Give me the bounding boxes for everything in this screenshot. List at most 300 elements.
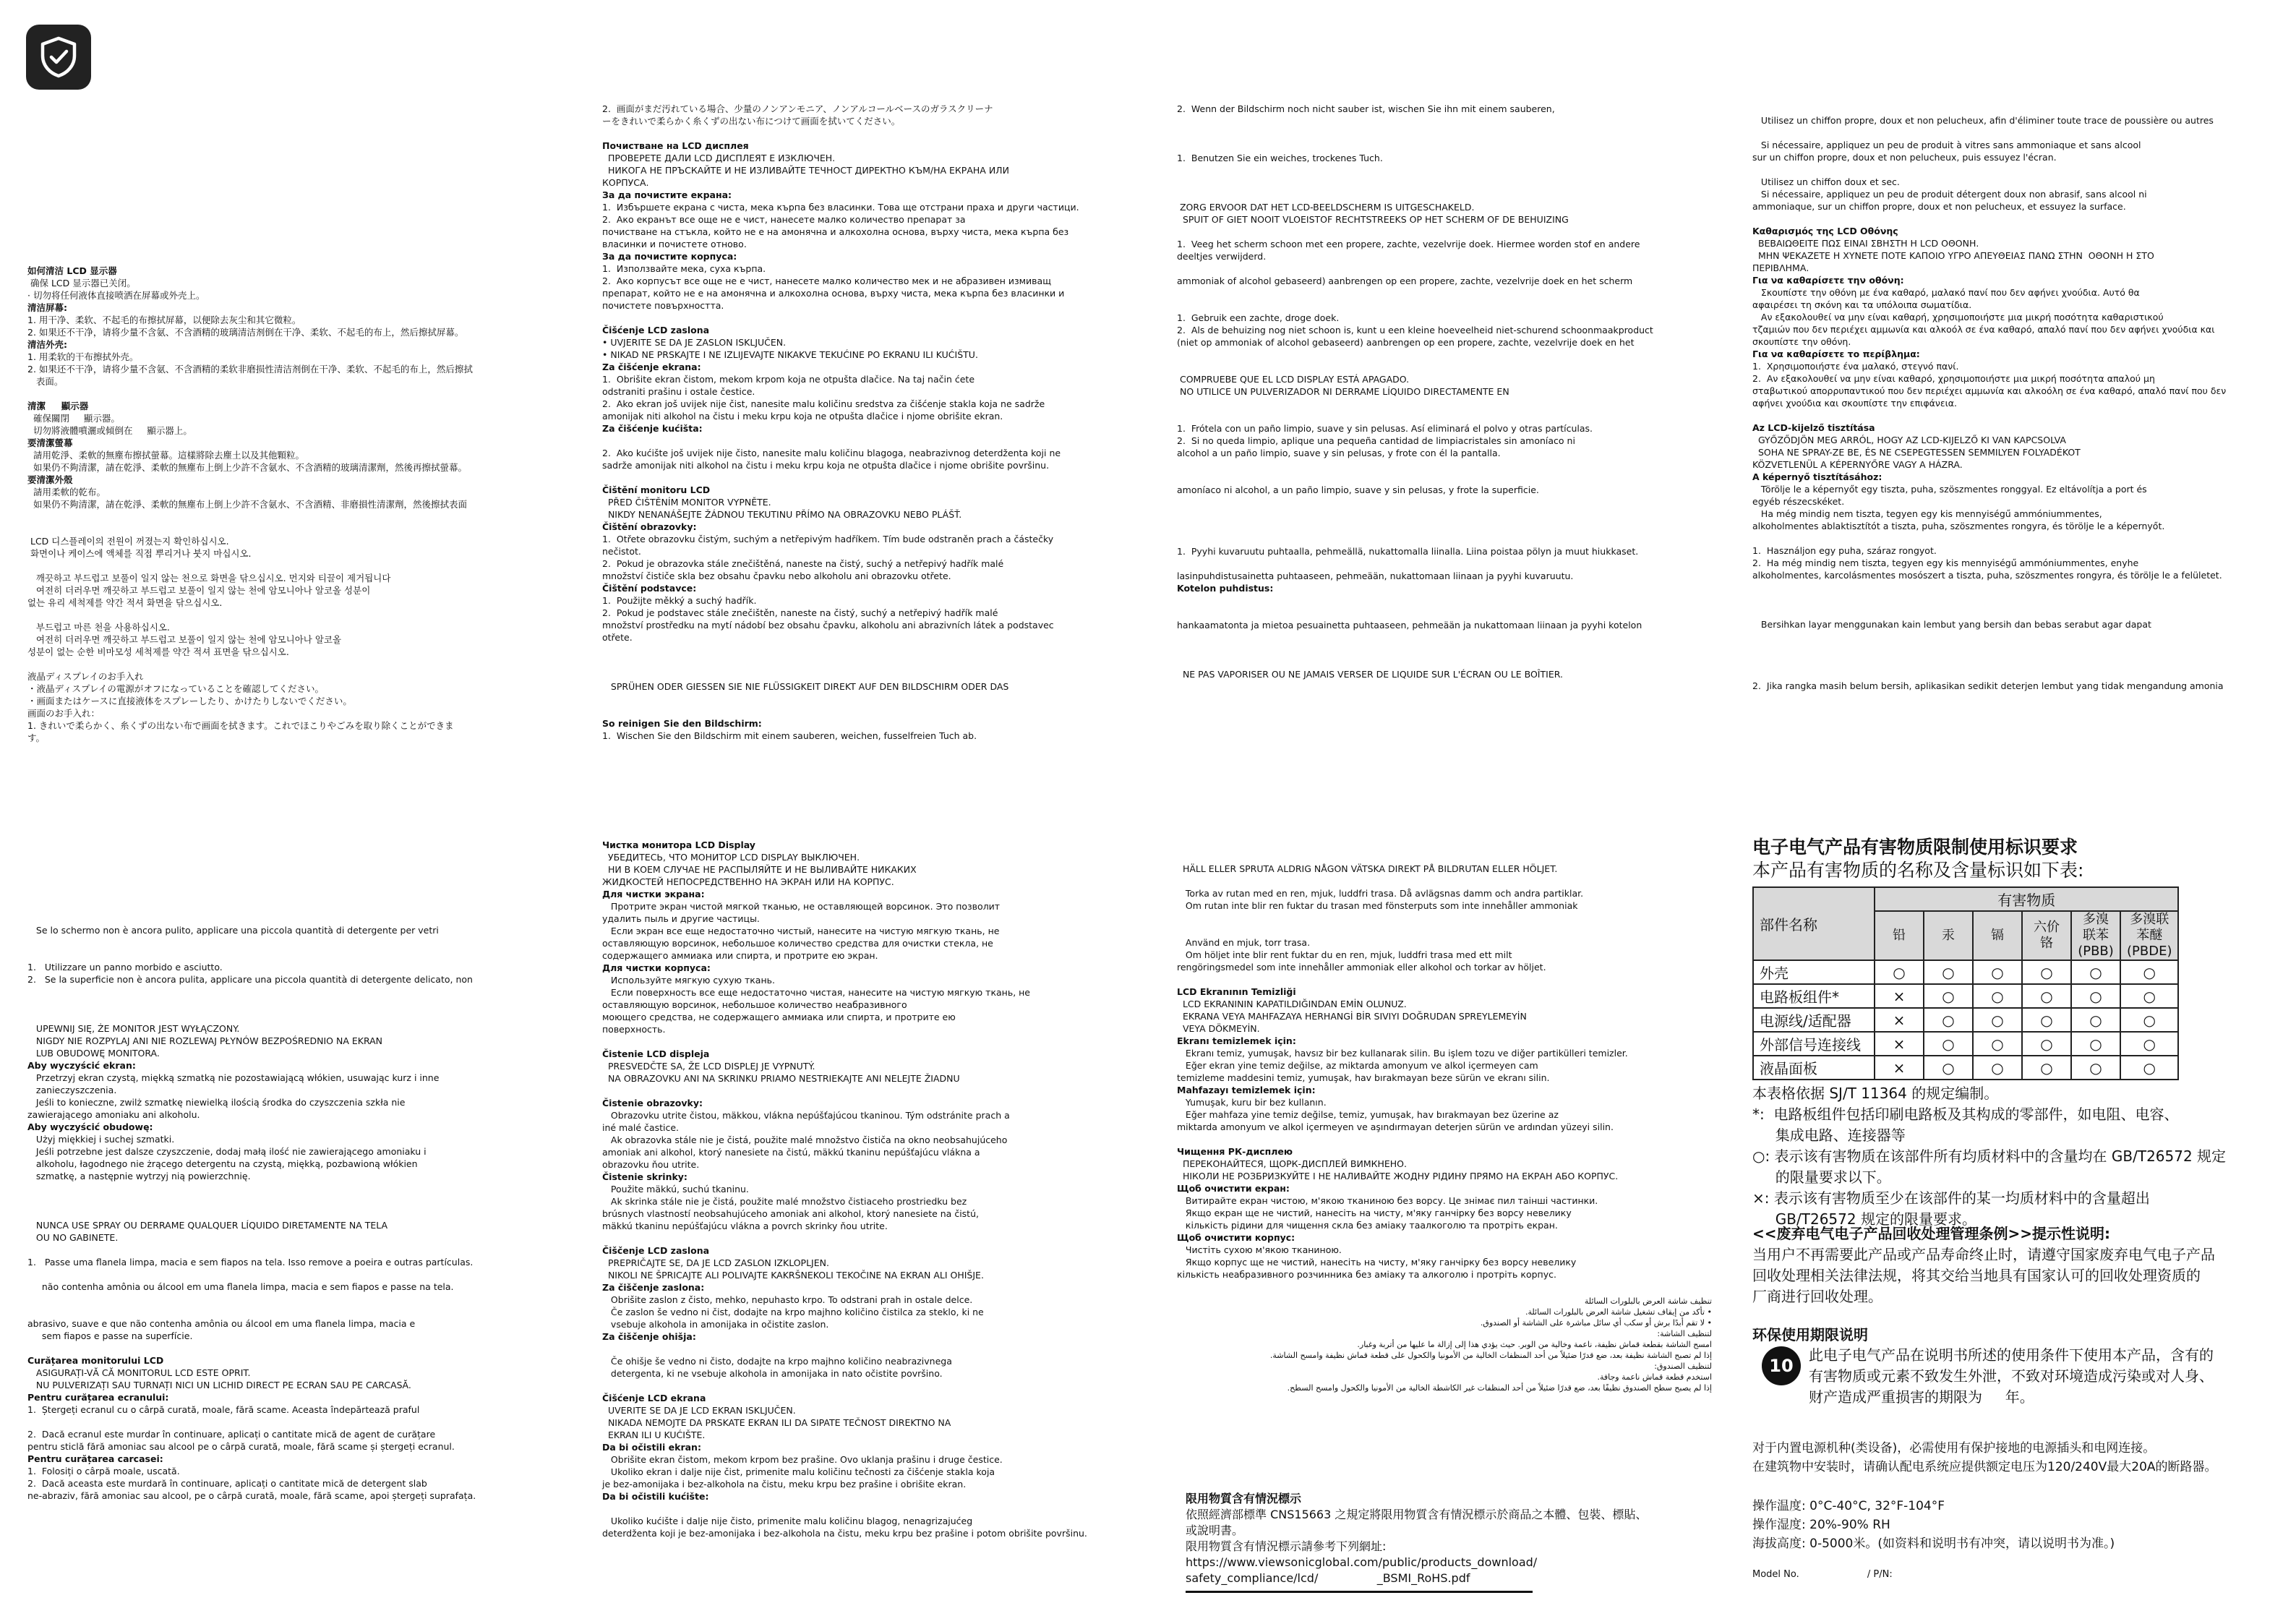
text-line: Используйте мягкую сухую ткань. (602, 975, 775, 986)
text-line: 2. Als de behuizing nog niet schoon is, kunt u een kleine hoeveelheid niet-schurend schoonmaakproduct (1177, 325, 1653, 336)
text-line: αφαιρέσει τη σκόνη και τα υπόλοιπα σωματίδια. (1752, 299, 1972, 310)
table-column-header: 多溴联苯醚 (PBDE) (2120, 911, 2178, 960)
text-line: ○: 表示该有害物质在该部件所有均质材料中的含量均在 GB/T26572 规定 (1752, 1148, 2227, 1165)
text-line: 确保 LCD 显示器已关闭。 (27, 278, 136, 289)
text-line: otřete. (602, 632, 633, 643)
text-line: 操作湿度: 20%-90% RH (1752, 1518, 1890, 1532)
pn-label: / P/N: (1867, 1569, 1893, 1580)
text-line (27, 1268, 577, 1281)
text-line: COMPRUEBE QUE EL LCD DISPLAY ESTÁ APAGADO. (1177, 374, 1410, 385)
section-heading: За да почистите екрана: (602, 189, 732, 200)
text-line (27, 560, 577, 572)
text-line: deeltjes verwijderd. (1177, 251, 1267, 262)
text-line: 여전히 더러우면 깨끗하고 부드럽고 보풀이 일지 않는 천에 암모니아나 알코올 성분이 (27, 585, 371, 596)
table-mark-cell: × (1875, 1008, 1924, 1032)
text-line: PŘED ČIŠTĚNÍM MONITOR VYPNĚTE. (602, 497, 771, 508)
section-heading: Čištění obrazovky: (602, 521, 697, 532)
text-line (1752, 127, 2273, 139)
text-line: 1. Folosiți o cârpă moale, uscată. (27, 1466, 180, 1476)
text-line: لتنظيف الصندوق: (1654, 1362, 1712, 1371)
text-line: содержащего аммиака или спирта, и протрите ею экран. (602, 950, 878, 961)
text-line: 依照經濟部標準 CNS15663 之規定將限用物質含有情況標示於商品之本體、包裝、標貼、 (1186, 1508, 1648, 1521)
text-line: NIKADA NEMOJTE DA PRSKATE EKRAN ILI DA SIPATE TEČNOST DIREKTNO NA (602, 1417, 951, 1428)
table-column-header: 六价铬 (2022, 911, 2071, 960)
text-line: оставляющую ворсинок, небольшое количество средства для очистки стекла, не (602, 938, 993, 949)
text-line (27, 523, 577, 535)
text-line (1177, 924, 1726, 936)
text-line: GYŐZŐDJÖN MEG ARRÓL, HOGY AZ LCD-KIJELZŐ KI VAN KAPCSOLVA (1752, 435, 2066, 445)
text-line: Αν εξακολουθεί να μην είναι καθαρή, χρησιμοποιήστε μια μικρή ποσότητα καθαριστικού (1752, 312, 2164, 322)
china-rohs-section (1752, 836, 2273, 1230)
text-line: 切勿將液體噴灑或傾倒在 顯示器上。 (27, 425, 192, 436)
text-line: 2. 如果还不干净，请将少量不含氨、不含酒精的玻璃清洁剂倒在干净、柔软、不起毛的布上，然后擦拭屏幕。 (27, 327, 464, 338)
text-line: Ukoliko kućište i dalje nije čisto, primenite malu količinu blagog, nenagrizajućeg (602, 1516, 973, 1526)
text-line (1177, 471, 1726, 484)
text-line (27, 1182, 577, 1195)
text-line: 1. 用干净、柔软、不起毛的布擦拭屏幕，以便除去灰尘和其它微粒。 (27, 315, 301, 325)
text-line: NO UTILICE UN PULVERIZADOR NI DERRAME LÍQUIDO DIRECTAMENTE EN (1177, 386, 1509, 397)
table-row (1753, 960, 2178, 984)
text-line (1177, 631, 1726, 644)
text-line: препарат, който не е на амонячна и алкохолна основа, върху чиста, мека кърпа без власинки и (602, 288, 1065, 299)
text-line: • UVJERITE SE DA JE ZASLON ISKLJUČEN. (602, 337, 787, 348)
text-line: miktarda amonyum ve alkol içermeyen ve aşındırmayan deterjen sürün ve ardından yüzeyi silin. (1177, 1121, 1614, 1132)
text-line (602, 693, 1130, 705)
text-line: Eğer mahfaza yine temiz değilse, temiz, yumuşak, hav bırakmayan bez üzerine az (1177, 1109, 1559, 1120)
text-line (1752, 581, 2273, 594)
text-line: sadrže amonijak niti alkohol na čistu i meku krpu koja ne otpušta dlačice i njome obrišite površinu. (602, 460, 1050, 471)
text-line (1177, 299, 1726, 312)
text-line: • تأكد من إيقاف تشغيل شاشة العرض بالبلورات السائلة. (1525, 1307, 1712, 1317)
text-line: 2. Ako kućište još uvijek nije čisto, nanesite malu količinu blagoga, neabrazivnog deterdženta koji ne (602, 448, 1061, 458)
text-line: КОРПУСА. (602, 177, 649, 188)
text-line: 確保關閉 顯示器。 (27, 413, 120, 424)
text-line: lasinpuhdistusainetta puhtaaseen, pehmeään, nukattomaan liinaan ja pyyhi kuvaruutu. (1177, 570, 1574, 581)
shield-check-logo (26, 25, 91, 90)
text-line (602, 656, 1130, 668)
column-2-bottom-text (602, 839, 1130, 1539)
section-heading: Для чистки экрана: (602, 889, 705, 899)
text-line (1177, 607, 1726, 619)
column-1-bottom-text (27, 924, 577, 1502)
text-line: ΒΕΒΑΙΩΘΕΙΤΕ ΠΩΣ ΕΙΝΑΙ ΣΒΗΣΤΗ Η LCD ΟΘΟΝΗ. (1752, 238, 1979, 249)
text-line: 2. Dacă ecranul este murdar în continuare, aplicați o cantitate mică de agent de curățare (27, 1429, 436, 1440)
taiwan-rohs-title: 限用物質含有情況標示 (1186, 1492, 1302, 1505)
text-line (602, 1380, 1130, 1392)
text-line: 2. Ако корпусът все още не е чист, нанесете малко количество мек и не абразивен измиващ (602, 275, 1051, 286)
text-line: pentru sticlă fără amoniac sau alcool pe o cârpă curată, moale, fără scame și ștergeți ecranul. (27, 1441, 455, 1452)
text-line: 2. Ha még mindig nem tiszta, tegyen egy kis mennyiségű ammóniummentes, enyhe (1752, 557, 2139, 568)
section-heading: Pentru curățarea carcasei: (27, 1453, 163, 1464)
text-line: • NIKAD NE PRSKAJTE I NE IZLIJEVAJTE NIKAKVE TEKUĆINE PO EKRANU ILI KUĆIŠTU. (602, 349, 978, 360)
text-line: (niet op ammoniak of alcohol gebaseerd) aanbrengen op een propere, zachte, vezelvrije doek en het (1177, 337, 1635, 348)
section-heading: A képernyő tisztításához: (1752, 471, 1882, 482)
text-line (1177, 226, 1726, 238)
text-line: 1. 用柔软的干布擦拭外壳。 (27, 351, 139, 362)
text-line: amonijak niti alkohol na čistu i meku krpu koja ne otpušta dlačice i njome obrišite ekran. (602, 411, 1003, 422)
table-part-name: 外部信号连接线 (1753, 1032, 1875, 1056)
text-line: Eğer ekran yine temiz değilse, az miktarda amonyum ve alkol içermeyen cam (1177, 1060, 1538, 1071)
text-line: Yumuşak, kuru bir bez kullanın. (1177, 1097, 1327, 1108)
efup-body (1809, 1345, 2271, 1408)
table-part-name: 电路板组件* (1753, 984, 1875, 1008)
text-line: Törölje le a képernyőt egy tiszta, puha, szöszmentes ronggyal. Ez eltávolítja a port és (1752, 484, 2147, 495)
text-line: temizleme maddesini temiz, yumuşak, hav bırakmayan beze sürün ve ekranı silin. (1177, 1072, 1550, 1083)
text-line: استخدم قطعة قماش ناعمة وجافة. (1597, 1372, 1712, 1382)
table-part-name: 电源线/适配器 (1753, 1008, 1875, 1032)
section-heading: Чистка монитора LCD Display (602, 839, 755, 850)
text-line: امسح الشاشة بقطعة قماش نظيفة، ناعمة وخالية من الوبر. حيث يؤدي هذا إلى إزالة ما عليها من أتربة وغبار. (1357, 1340, 1712, 1349)
table-part-name: 液晶面板 (1753, 1056, 1875, 1080)
text-line: HÄLL ELLER SPRUTA ALDRIG NÅGON VÄTSKA DIREKT PÅ BILDRUTAN ELLER HÖLJET. (1177, 863, 1558, 874)
text-line (1752, 606, 2273, 618)
text-line (1177, 973, 1726, 986)
text-line: 2. Pokud je obrazovka stále znečištěná, naneste na čistý, suchý a netřepivý hadřík malé (602, 558, 1004, 569)
text-line: NIGDY NIE ROZPYLAJ ANI NIE ROZLEWAJ PŁYNÓW BEZPOŚREDNIO NA EKRAN (27, 1035, 383, 1046)
text-line (602, 1035, 1130, 1048)
text-line (1177, 644, 1726, 656)
column-3-top-text (1177, 103, 1726, 680)
section-heading: Pentru curățarea ecranului: (27, 1392, 169, 1403)
text-line (1177, 398, 1726, 410)
efup-title-block (1752, 1325, 2273, 1346)
section-heading: Ekranı temizlemek için: (1177, 1035, 1296, 1046)
text-line: 화면이나 케이스에 액체를 직접 뿌리거나 붓지 마십시오. (27, 548, 252, 559)
table-mark-cell: ○ (1924, 1008, 1973, 1032)
text-line: оставляющую ворсинок, небольшое количество неабразивного (602, 999, 907, 1010)
text-line: SPRÜHEN ODER GIESSEN SIE NIE FLÜSSIGKEIT DIREKT AUF DEN BILDSCHIRM ODER DAS (602, 681, 1009, 692)
text-line: لتنظيف الشاشة: (1657, 1329, 1712, 1338)
text-line: власинки и почистете отново. (602, 239, 747, 249)
text-line: LCD EKRANININ KAPATILDIĞINDAN EMİN OLUNUZ. (1177, 999, 1407, 1009)
text-line: 表面。 (27, 376, 64, 387)
text-line: 2. Se la superficie non è ancora pulita, applicare una piccola quantità di detergente delicato, non (27, 974, 473, 985)
text-line: Ukoliko ekran i dalje nije čist, primenite malu količinu tečnosti za čišćenje stakla koja (602, 1466, 995, 1477)
text-line: 1. Használjon egy puha, száraz rongyot. (1752, 545, 1937, 556)
text-line: Če zaslon še vedno ni čist, dodajte na krpo majhno količino čistilca za steklo, ki ne (602, 1307, 984, 1317)
text-line: Przetrzyj ekran czystą, miękką szmatką nie pozostawiającą włókien, usuwając kurz i inne (27, 1072, 440, 1083)
table-column-header: 铅 (1875, 911, 1924, 960)
text-line: ×: 表示该有害物质至少在该部件的某一均质材料中的含量超出 (1752, 1189, 2150, 1207)
text-line (27, 1293, 577, 1305)
section-heading: Καθαρισμός της LCD Οθόνης (1752, 226, 1898, 236)
text-line: 2. 如果还不干净，请将少量不含氨、不含酒精的柔软非磨损性清洁剂倒在干净、柔软、不起毛的布上，然后擦拭 (27, 364, 473, 375)
text-line (1752, 163, 2273, 176)
text-line: Obrazovku utrite čistou, mäkkou, vlákna nepúšťajúcou tkaninou. Tým odstránite prach a (602, 1110, 1010, 1121)
text-line: UPEWNIJ SIĘ, ŻE MONITOR JEST WYŁĄCZONY. (27, 1023, 240, 1034)
text-line: Použite mäkkú, suchú tkaninu. (602, 1184, 749, 1195)
table-mark-cell: ○ (1973, 1008, 2022, 1032)
text-line: NA OBRAZOVKU ANI NA SKRINKU PRIAMO NESTRIEKAJTE ANI NELEJTE ŽIADNU (602, 1073, 960, 1084)
text-line (1752, 655, 2273, 667)
text-line: LUB OBUDOWĘ MONITORA. (27, 1048, 160, 1059)
text-line: 此电子电气产品在说明书所述的使用条件下使用本产品，含有的 (1809, 1346, 2214, 1364)
section-heading: Aby wyczyścić ekran: (27, 1060, 136, 1071)
text-line: 1. Použijte měkký a suchý hadřík. (602, 595, 757, 606)
table-column-header: 镉 (1973, 911, 2022, 960)
text-line: 1. Избършете екрана с чиста, мека кърпа без власинки. Това ще отстрани праха и други частици. (602, 202, 1079, 213)
text-line: ΠΕΡΙΒΛΗΜΑ. (1752, 262, 1809, 273)
table-row (1753, 1032, 2178, 1056)
text-line: Jeśli to konieczne, zwilż szmatkę niewielką ilością środka do czyszczenia szkła nie (27, 1097, 406, 1108)
text-line: 操作温度: 0°C-40°C, 32°F-104°F (1752, 1499, 1945, 1513)
text-line (27, 986, 577, 998)
text-line: Якщо екран ще не чистий, нанесіть на чисту, м'яку ганчірку без ворсу невелику (1177, 1208, 1572, 1218)
text-line: Torka av rutan med en ren, mjuk, luddfri trasa. Då avlägsnas damm och andra partiklar. (1177, 888, 1584, 899)
text-line: 2. Si no queda limpio, aplique una pequeña cantidad de limpiacristales sin amoníaco ni (1177, 435, 1575, 446)
text-line: 1. Χρησιμοποιήστε ένα μαλακό, στεγνό πανί. (1752, 361, 1959, 372)
table-mark-cell: ○ (2120, 1032, 2178, 1056)
text-line (27, 949, 577, 961)
text-line (1752, 409, 2273, 422)
section-heading: Για να καθαρίσετε το περίβλημα: (1752, 349, 1920, 359)
text-line: 画面のお手入れ： (27, 708, 100, 719)
text-line: amoniak ani alkohol, ktorý nanesiete na čistú, mäkkú tkaninu nepúšťajúcu vlákna a (602, 1147, 980, 1158)
text-line (1752, 643, 2273, 655)
text-line: 1. きれいで柔らかく、糸くずの出ない布で画面を拭きます。これでほこりやごみを取り除くことができま (27, 720, 454, 731)
text-line: 的限量要求以下。 (1752, 1168, 1891, 1186)
text-line: alkoholu, łagodnego nie żrącego detergentu na czystą, miękką, pozbawioną włókien (27, 1158, 418, 1169)
text-line: SOHA NE SPRAY-ZE BE, ÉS NE CSEPEGTESSEN SEMMILYEN FOLYADÉKOT (1752, 447, 2081, 458)
text-line: Витирайте екран чистою, м'якою тканиною без ворсу. Це знімає пил таінші частинки. (1177, 1195, 1598, 1206)
shield-icon (38, 35, 79, 79)
text-line (27, 936, 577, 949)
text-line: 有害物质或元素不致发生外泄，不致对环境造成污染或对人身、 (1809, 1367, 2214, 1385)
section-heading: Щоб очистити корпус: (1177, 1232, 1295, 1243)
table-mark-cell: ○ (1973, 984, 2022, 1008)
text-line: VEYA DÖKMEYİN. (1177, 1023, 1260, 1034)
section-heading: Čištění podstavce: (602, 583, 697, 594)
text-line (1177, 164, 1726, 176)
table-mark-cell: ○ (2071, 1008, 2120, 1032)
text-line (27, 388, 577, 400)
text-line: почистете повърхността. (602, 300, 724, 311)
text-line (602, 1343, 1130, 1355)
table-mark-cell: ○ (1875, 960, 1924, 984)
text-line: • لا تقم أبدًا برش أو سكب أي سائل مباشرة على الشاشة أو الصندوق. (1480, 1318, 1712, 1328)
text-line (1752, 631, 2273, 643)
text-line: 在建筑物中安装时，请确认配电系统应提供额定电压为120/240V最大20A的断路器。 (1752, 1460, 2217, 1474)
section-heading: Для чистки корпуса: (602, 962, 711, 973)
text-line: alkoholmentes, karcolásmentes mosószert a tiszta, puha, szöszmentes rongyra, és törölje le a felületet. (1752, 570, 2222, 581)
text-line (1177, 349, 1726, 361)
table-mark-cell: ○ (2071, 1056, 2120, 1080)
text-line (1177, 189, 1726, 201)
china-rohs-subtitle: 本产品有害物质的名称及含量标识如下表: (1752, 860, 2084, 881)
taiwan-rohs-body (1186, 1507, 1721, 1586)
text-line: 本表格依据 SJ/T 11364 的规定编制。 (1752, 1085, 1999, 1102)
section-heading: Az LCD-kijelző tisztítása (1752, 422, 1875, 433)
column-4-top-text (1752, 114, 2273, 692)
section-heading: Čištění monitoru LCD (602, 484, 711, 495)
text-line: https://www.viewsonicglobal.com/public/products_download/ (1186, 1555, 1538, 1569)
text-line (1177, 410, 1726, 422)
text-line: НИКОГА НЕ ПРЪСКАЙТЕ И НЕ ИЗЛИВАЙТЕ ТЕЧНОСТ ДИРЕКТНО КЪМ/НА ЕКРАНА ИЛИ (602, 165, 1009, 176)
text-line: Jeśli potrzebne jest dalsze czyszczenie, dodaj małą ilość nie zawierającego amoniaku i (27, 1146, 427, 1157)
text-line: Obrišite ekran čistom, mekom krpom bez prašine. Ovo uklanja prašinu i druge čestice. (602, 1454, 1003, 1465)
text-line: 1. Passe uma flanela limpa, macia e sem fiapos na tela. Isso remove a poeira e outras partículas. (27, 1257, 474, 1268)
text-line (602, 1085, 1130, 1097)
section-heading: Čistenie obrazovky: (602, 1098, 703, 1108)
text-line: Если поверхность все еще недостаточно чистая, нанесите на чистую мягкую ткань, не (602, 987, 1030, 998)
text-line: egyéb részecskéket. (1752, 496, 1845, 507)
text-line (1177, 533, 1726, 545)
table-mark-cell: ○ (2120, 1056, 2178, 1080)
text-line: NIKDY NENANÁŠEJTE ŽÁDNOU TEKUTINU PŘÍMO NA OBRAZOVKU NEBO PLÁŠŤ. (602, 509, 962, 520)
text-line: ΜΗΝ ΨΕΚΑΖΕΤΕ Η ΧΥΝΕΤΕ ΠΟΤΕ ΚΑΠΟΙΟ ΥΓΡΟ ΑΠΕΥΘΕΙΑΣ ΠΑΝΩ ΣΤΗΝ ΟΘΟΝΗ Η ΣΤΟ (1752, 250, 2154, 261)
section-heading: Čistenie skrinky: (602, 1171, 687, 1182)
text-line: 부드럽고 마른 천을 사용하십시오. (27, 622, 170, 633)
table-mark-cell: ○ (1924, 1032, 1973, 1056)
table-mark-cell: × (1875, 1056, 1924, 1080)
efup-badge-number: 10 (1769, 1356, 1794, 1376)
text-line: 2. Αν εξακολουθεί να μην είναι καθαρό, χρησιμοποιήστε μια μικρή ποσότητα απαλού μη (1752, 373, 2155, 384)
text-line (1177, 140, 1726, 152)
text-line: deterdženta koji je bez-amonijaka i bez-alkohola na čistu, meku krpu bez prašine i potom obrišite površinu. (602, 1528, 1087, 1539)
text-line: odstraniti prašinu i ostale čestice. (602, 386, 755, 397)
text-line: alcohol a un paño limpio, suave y sin pelusas, y frote con él la pantalla. (1177, 448, 1501, 458)
text-line: iné malé častice. (602, 1122, 679, 1133)
text-line: sem fiapos e passe na superfície. (27, 1330, 193, 1341)
text-line: 1. Obrišite ekran čistom, mekom krpom koja ne otpušta dlačice. Na taj način ćete (602, 374, 975, 385)
text-line: 海拔高度: 0-5000米。(如资料和说明书有冲突，请以说明书为准。) (1752, 1537, 2115, 1551)
text-line: إذا لم تصبح الشاشة نظيفة بعد، ضع قدرًا ضئيلاً من أحد المنظفات الخالية من الأمونيا والكحول على قطعة قماش نظيفة وامسح الشاشة. (1269, 1351, 1712, 1360)
text-line: Σκουπίστε την οθόνη με ένα καθαρό, μαλακό πανί που δεν αφήνει χνούδια. Αυτό θα (1752, 287, 2140, 298)
table-row (1753, 984, 2178, 1008)
text-line: Якщо корпус ще не чистий, нанесіть на чисту, м'яку ганчірку без ворсу невелику (1177, 1257, 1577, 1268)
text-line: 如果仍不夠清潔，請在乾淨、柔軟的無塵布上倒上少許不含氨水、不含酒精的玻璃清潔劑，然後再擦拭螢幕。 (27, 462, 467, 473)
text-line (27, 998, 577, 1010)
text-line: UVERITE SE DA JE LCD EKRAN ISKLJUČEN. (602, 1405, 796, 1416)
text-line: αφήνει χνούδια και σκουπίστε την επιφάνεια. (1752, 398, 1958, 409)
text-line (1177, 912, 1726, 924)
section-heading: Za čišćenje ekrana: (602, 362, 701, 372)
text-line: す。 (27, 732, 46, 743)
text-line (1752, 594, 2273, 606)
section-heading: Za čiščenje zaslona: (602, 1282, 705, 1293)
text-line: EKRAN ILI U KUĆIŠTE. (602, 1429, 706, 1440)
text-line: LCD 디스플레이의 전원이 꺼졌는지 확인하십시오. (27, 536, 229, 547)
text-line: množství čističe skla bez obsahu čpavku nebo alkoholu ani obrazovku otřete. (602, 570, 951, 581)
section-heading: 要清潔螢幕 (27, 437, 73, 448)
text-line (1177, 115, 1726, 127)
text-line: моющего средства, не содержащего аммиака или спирта, и протрите ею (602, 1012, 956, 1022)
text-line (27, 510, 577, 523)
text-line: 1. Gebruik een zachte, droge doek. (1177, 312, 1340, 323)
table-column-header: 多溴联苯 (PBB) (2071, 911, 2120, 960)
text-line: Obrišite zaslon z čisto, mehko, nepuhasto krpo. To odstrani prah in ostale delce. (602, 1294, 973, 1305)
text-line (602, 1232, 1130, 1244)
section-heading: Za čišćenje kućišta: (602, 423, 703, 434)
text-line: PRESVEDČTE SA, ŽE LCD DISPLEJ JE VYPNUTÝ. (602, 1061, 815, 1072)
text-line: hankaamatonta ja mietoa pesuainetta puhtaaseen, pehmeään ja nukattomaan liinaan ja pyyhi kotelon (1177, 620, 1642, 631)
table-mark-cell: ○ (2071, 1032, 2120, 1056)
text-line (1177, 459, 1726, 471)
text-line: · 切勿将任何液体直接喷洒在屏幕或外壳上。 (27, 290, 205, 301)
text-line (1177, 594, 1726, 607)
text-line: szmatkę, a następnie wytrzyj nią powierzchnię. (27, 1171, 251, 1181)
text-line (602, 668, 1130, 680)
text-line: amoníaco ni alcohol, a un paño limpio, suave y sin pelusas, y frote la superficie. (1177, 484, 1539, 495)
text-line: 1. Ștergeți ecranul cu o cârpă curată, moale, fără scame. Aceasta îndepărtează praful (27, 1404, 420, 1415)
text-line: 限用物質含有情況標示請參考下列網址: (1186, 1539, 1387, 1553)
text-line (1177, 127, 1726, 140)
model-pn-line (1752, 1569, 1893, 1580)
text-line: σκουπίστε την οθόνη. (1752, 336, 1851, 347)
text-line: 2. Dacă aceasta este murdară în continuare, aplicați o cantitate mică de detergent slab (27, 1478, 427, 1489)
text-line: EKRANA VEYA MAHFAZAYA HERHANGİ BİR SIVIYI DOĞRUDAN SPREYLEMEYİN (1177, 1011, 1527, 1022)
text-line (1752, 667, 2273, 680)
text-line: 請用乾淨、柔軟的無塵布擦拭螢幕。這樣將除去塵土以及其他顆粒。 (27, 450, 304, 461)
table-notes (1752, 1083, 2273, 1230)
text-line: 财产造成严重损害的期限为 年。 (1809, 1388, 2034, 1406)
text-line: НИ В КОЕМ СЛУЧАЕ НЕ РАСПЫЛЯЙТЕ И НЕ ВЫЛИВАЙТЕ НИКАКИХ (602, 864, 917, 875)
text-line (1177, 1133, 1726, 1145)
text-line: safety_compliance/lcd/ _BSMI_RoHS.pdf (1186, 1571, 1470, 1585)
text-line: 1. Otřete obrazovku čistým, suchým a netřepivým hadříkem. Tím bude odstraněn prach a částečky (602, 534, 1054, 544)
text-line: Utilisez un chiffon doux et sec. (1752, 176, 1900, 187)
table-mark-cell: ○ (1973, 960, 2022, 984)
text-line (27, 609, 577, 621)
section-heading: Чищення РК-дисплею (1177, 1146, 1293, 1157)
text-line: NIKOLI NE ŠPRICAJTE ALI POLIVAJTE KAKRŠNEKOLI TEKOČINE NA EKRAN ALI OHIŠJE. (602, 1270, 984, 1281)
text-line: 如果仍不夠清潔，請在乾淨、柔軟的無塵布上倒上少許不含氨水、不含酒精、非磨損性清潔劑，然後擦拭表面 (27, 499, 467, 510)
table-mark-cell: ○ (1924, 1056, 1973, 1080)
text-line (27, 1244, 577, 1256)
text-line: 1. Utilizzare un panno morbido e asciutto. (27, 962, 223, 973)
text-line: mäkkú tkaninu nepúšťajúcu vlákna a povrch skrinky ňou utrite. (602, 1221, 888, 1231)
text-line: ・液晶ディスプレイの電源がオフになっていることを確認してください。 (27, 683, 325, 694)
text-line (1752, 532, 2273, 544)
table-mark-cell: × (1875, 984, 1924, 1008)
power-notice (1752, 1439, 2287, 1476)
section-heading: Mahfazayı temizlemek için: (1177, 1085, 1316, 1095)
table-row (1753, 1056, 2178, 1080)
text-line: почистване на стъкла, който не е на амонячна и алкохолна основа, върху чиста, мека кърпа без (602, 226, 1069, 237)
table-mark-cell: ○ (2022, 1008, 2071, 1032)
text-line: Bersihkan layar menggunakan kain lembut yang bersih dan bebas serabut agar dapat (1752, 619, 2151, 630)
text-line (1177, 656, 1726, 668)
weee-title: <<废弃电气电子产品回收处理管理条例>>提示性说明: (1752, 1225, 2111, 1242)
text-line: je bez-amonijaka i bez-alkohola na čistu, meku krpu bez prašine i obrišite ekran. (602, 1479, 967, 1490)
text-line: 液晶ディスプレイのお手入れ (27, 671, 144, 682)
table-mark-cell: ○ (1924, 960, 1973, 984)
arabic-cleaning-instructions (1177, 1296, 1712, 1393)
text-line: 2. Jika rangka masih belum bersih, aplikasikan sedikit deterjen lembut yang tidak mengandung amonia (1752, 680, 2224, 691)
table-mark-cell: ○ (2120, 1008, 2178, 1032)
section-heading: Čišćenje LCD ekrana (602, 1393, 706, 1403)
taiwan-rohs-underline (1186, 1591, 1533, 1593)
text-line: 없는 유리 세척제를 약간 적셔 화면을 닦으십시오. (27, 597, 223, 608)
text-line: 集成电路、连接器等 (1752, 1127, 1906, 1144)
text-line: 厂商进行回收处理。 (1752, 1288, 1882, 1305)
text-line: detergenta, ki ne vsebuje alkohola in amonijaka in nato očistite površino. (602, 1368, 943, 1379)
text-line: Se lo schermo non è ancora pulito, applicare una piccola quantità di detergente per vetri (27, 925, 439, 936)
text-line (602, 127, 1130, 140)
section-heading: 要清潔外殼 (27, 474, 73, 485)
table-head-part: 部件名称 (1753, 887, 1875, 960)
section-heading: Aby wyczyścić obudowę: (27, 1121, 153, 1132)
table-head-group: 有害物质 (1875, 887, 2178, 911)
text-line: Si nécessaire, appliquez un peu de produit à vitres sans ammoniaque et sans alcool (1752, 140, 2141, 150)
text-line (602, 435, 1130, 447)
text-line: 当用户不再需要此产品或产品寿命终止时，请遵守国家废弃电气电子产品 (1752, 1246, 2215, 1263)
text-line: Använd en mjuk, torr trasa. (1177, 937, 1311, 948)
text-line: 2. Pokud je podstavec stále znečištěn, naneste na čistý, suchý a netřepivý hadřík malé (602, 607, 998, 618)
text-line: Użyj miękkiej i suchej szmatki. (27, 1134, 175, 1145)
text-line: abrasivo, suave e que não contenha amônia ou álcool em uma flanela limpa, macia e (27, 1318, 416, 1329)
text-line: alkoholmentes ablaktisztítót a tiszta, puha, szöszmentes rongyra, és törölje le a képernyőt. (1752, 521, 2165, 531)
